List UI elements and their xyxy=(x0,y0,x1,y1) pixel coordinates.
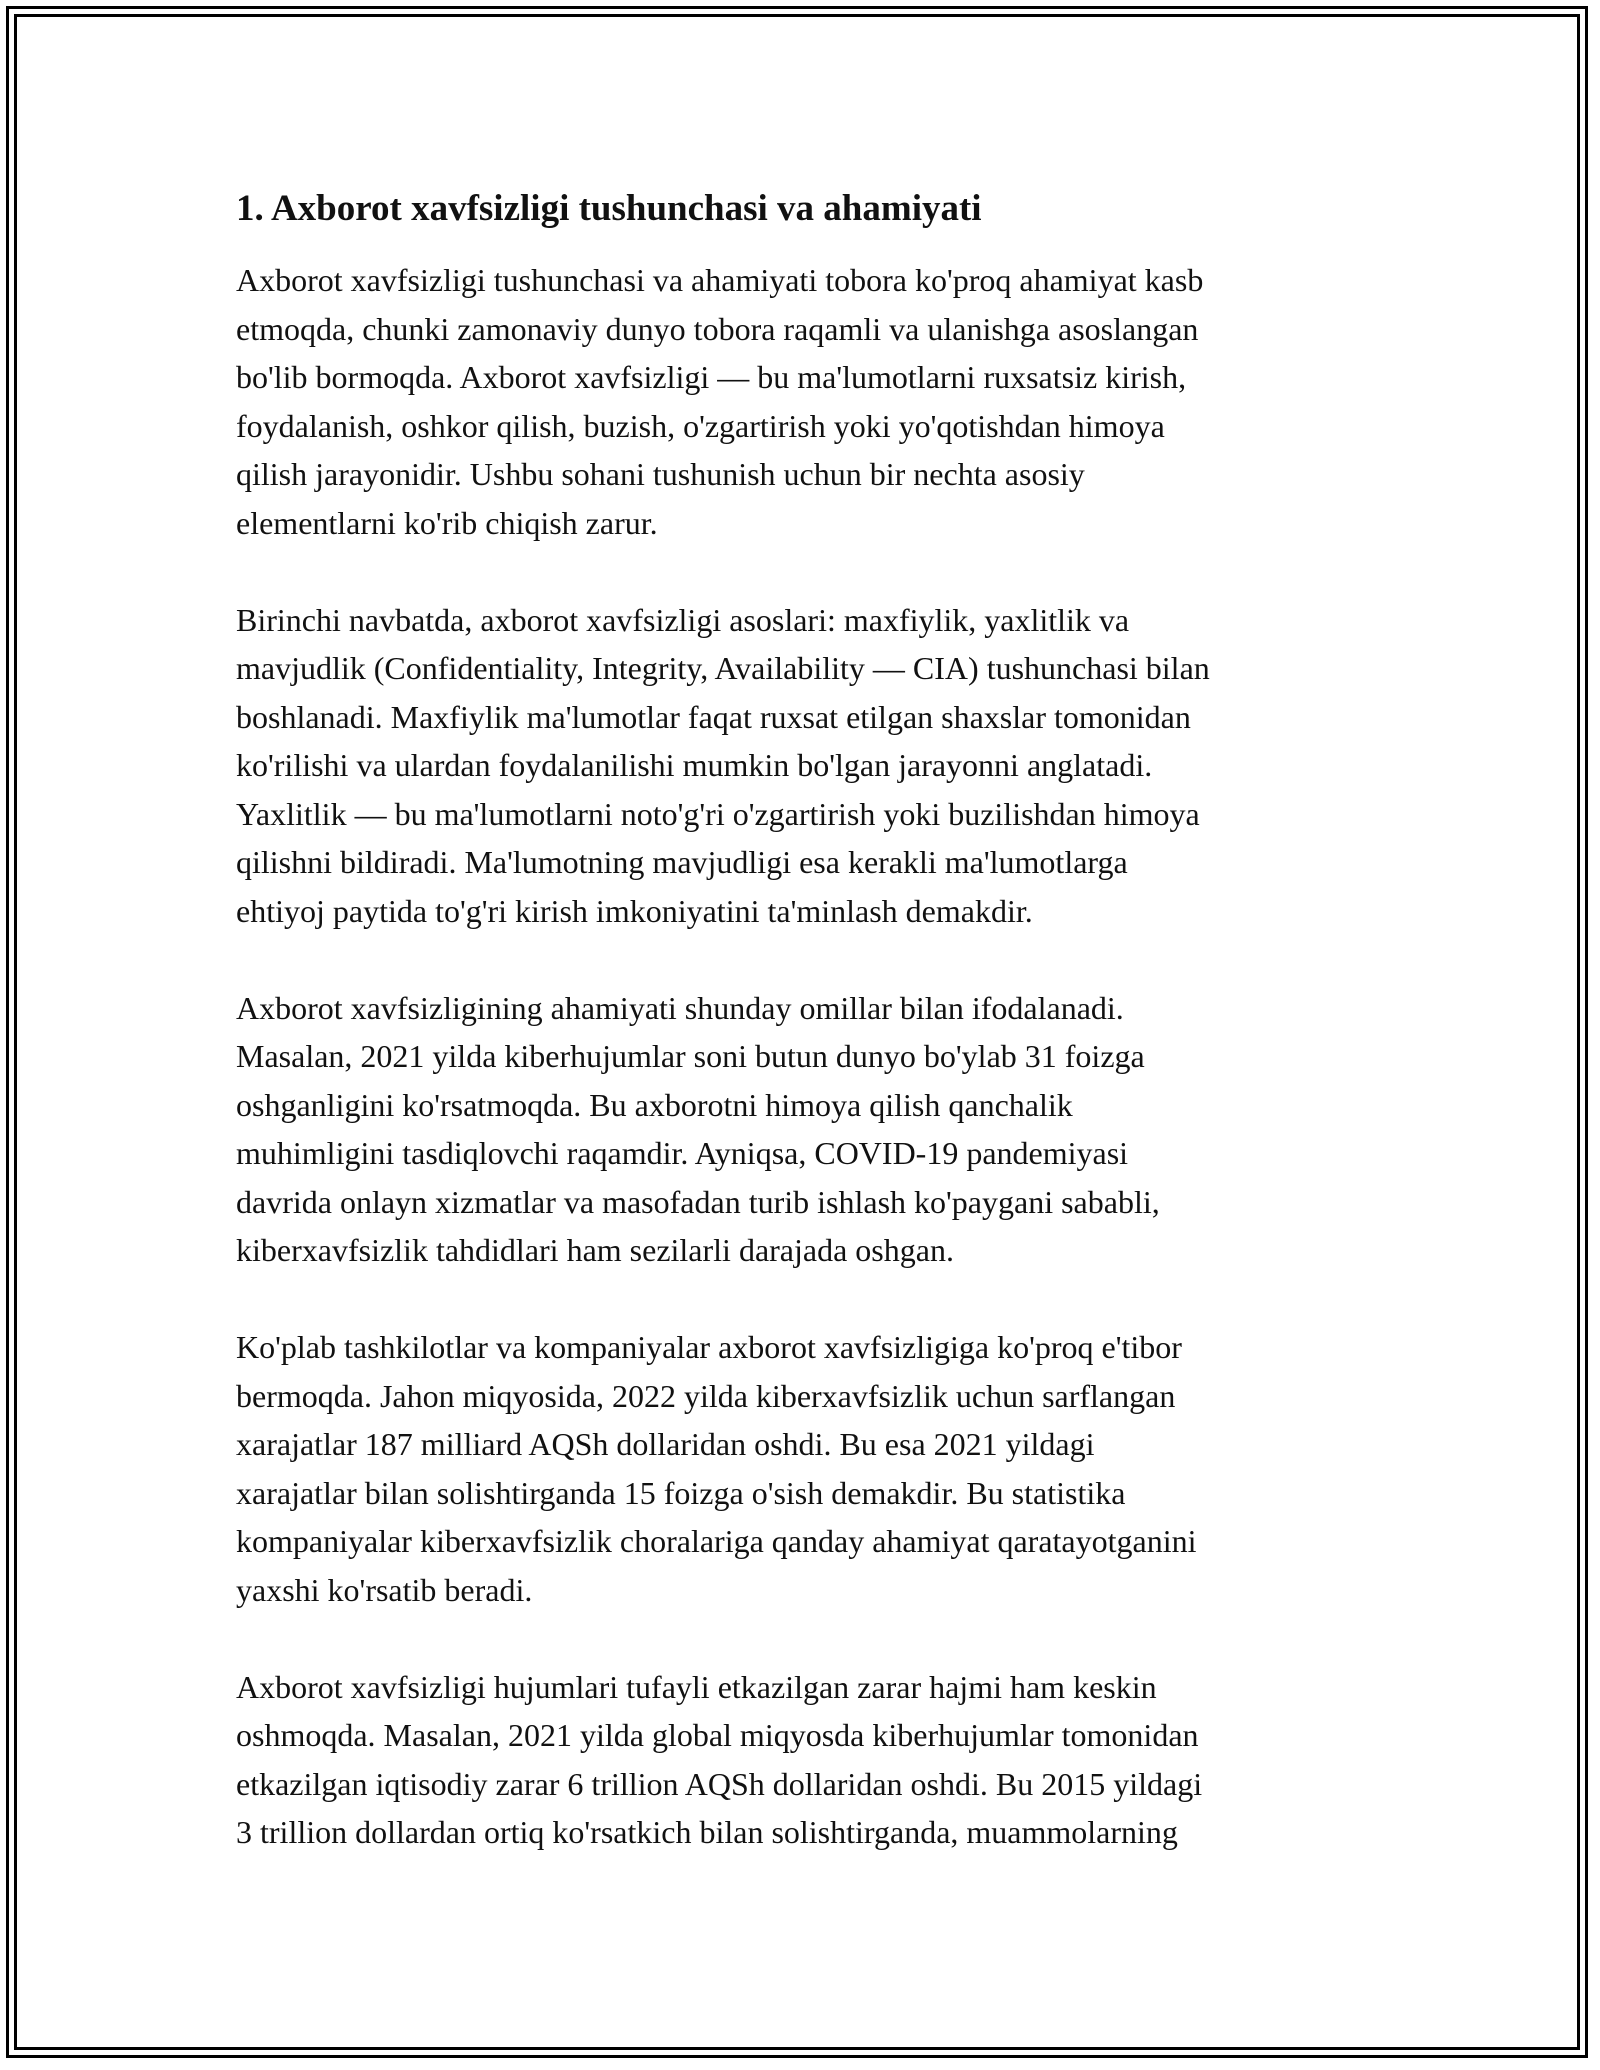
text-line: qilish jarayonidir. Ushbu sohani tushunish uchun bir nechta asosiy xyxy=(236,456,1085,492)
text-line: kompaniyalar kiberxavfsizlik choralariga qanday ahamiyat qaratayotganini xyxy=(236,1523,1197,1559)
text-line: yaxshi ko'rsatib beradi. xyxy=(236,1571,533,1608)
text-line: Birinchi navbatda, axborot xavfsizligi asoslari: maxfiylik, yaxlitlik va xyxy=(236,601,1130,638)
paragraph-2 xyxy=(236,596,1366,936)
text-line: boshlanadi. Maxfiylik ma'lumotlar faqat ruxsat etilgan shaxslar tomonidan xyxy=(236,698,1191,735)
text-line: foydalanish, oshkor qilish, buzish, o'zgartirish yoki yo'qotishdan himoya xyxy=(236,407,1165,444)
text-line: bo'lib bormoqda. Axborot xavfsizligi — bu ma'lumotlarni ruxsatsiz kirish, xyxy=(236,359,1187,395)
text-line: mavjudlik (Confidentiality, Integrity, Availability — CIA) tushunchasi bilan xyxy=(236,650,1210,686)
text-line: Axborot xavfsizligi tushunchasi va ahamiyati tobora ko'proq ahamiyat kasb xyxy=(236,262,1204,298)
text-line: Masalan, 2021 yilda kiberhujumlar soni butun dunyo bo'ylab 31 foizga xyxy=(236,1038,1145,1074)
text-line: Axborot xavfsizligining ahamiyati shunday omillar bilan ifodalanadi. xyxy=(236,989,1124,1026)
text-line: Axborot xavfsizligi hujumlari tufayli etkazilgan zarar hajmi ham keskin xyxy=(236,1668,1157,1705)
paragraph-3 xyxy=(236,984,1366,1275)
text-line: oshganligini ko'rsatmoqda. Bu axborotni himoya qilish qanchalik xyxy=(236,1086,1073,1123)
text-line: kiberxavfsizlik tahdidlari ham sezilarli darajada oshgan. xyxy=(236,1232,954,1268)
text-line: qilishni bildiradi. Ma'lumotning mavjudligi esa kerakli ma'lumotlarga xyxy=(236,844,1128,880)
paragraph-5 xyxy=(236,1663,1366,1857)
text-line: davrida onlayn xizmatlar va masofadan turib ishlash ko'paygani sababli, xyxy=(236,1183,1160,1220)
text-line: etmoqda, chunki zamonaviy dunyo tobora raqamli va ulanishga asoslangan xyxy=(236,310,1199,347)
text-line: xarajatlar 187 milliard AQSh dollaridan oshdi. Bu esa 2021 yildagi xyxy=(236,1426,1095,1462)
text-line: elementlarni ko'rib chiqish zarur. xyxy=(236,504,658,541)
document-body xyxy=(236,186,1366,1905)
paragraph-1 xyxy=(236,256,1366,547)
text-line: 3 trillion dollardan ortiq ko'rsatkich bilan solishtirganda, muammolarning xyxy=(236,1814,1178,1850)
text-line: ehtiyoj paytida to'g'ri kirish imkoniyatini ta'minlash demakdir. xyxy=(236,892,1033,929)
text-line: muhimligini tasdiqlovchi raqamdir. Ayniqsa, COVID-19 pandemiyasi xyxy=(236,1135,1129,1171)
section-heading: 1. Axborot xavfsizligi tushunchasi va ahamiyati xyxy=(236,188,982,229)
text-line: Yaxlitlik — bu ma'lumotlarni noto'g'ri o'zgartirish yoki buzilishdan himoya xyxy=(236,795,1200,832)
text-line: ko'rilishi va ulardan foydalanilishi mumkin bo'lgan jarayonni anglatadi. xyxy=(236,747,1153,783)
text-line: xarajatlar bilan solishtirganda 15 foizga o'sish demakdir. Bu statistika xyxy=(236,1474,1126,1511)
text-line: oshmoqda. Masalan, 2021 yilda global miqyosda kiberhujumlar tomonidan xyxy=(236,1717,1199,1753)
text-line: bermoqda. Jahon miqyosida, 2022 yilda kiberxavfsizlik uchun sarflangan xyxy=(236,1377,1176,1414)
text-line: Ko'plab tashkilotlar va kompaniyalar axborot xavfsizligiga ko'proq e'tibor xyxy=(236,1329,1182,1365)
paragraph-4 xyxy=(236,1323,1366,1614)
text-line: etkazilgan iqtisodiy zarar 6 trillion AQSh dollaridan oshdi. Bu 2015 yildagi xyxy=(236,1765,1203,1802)
